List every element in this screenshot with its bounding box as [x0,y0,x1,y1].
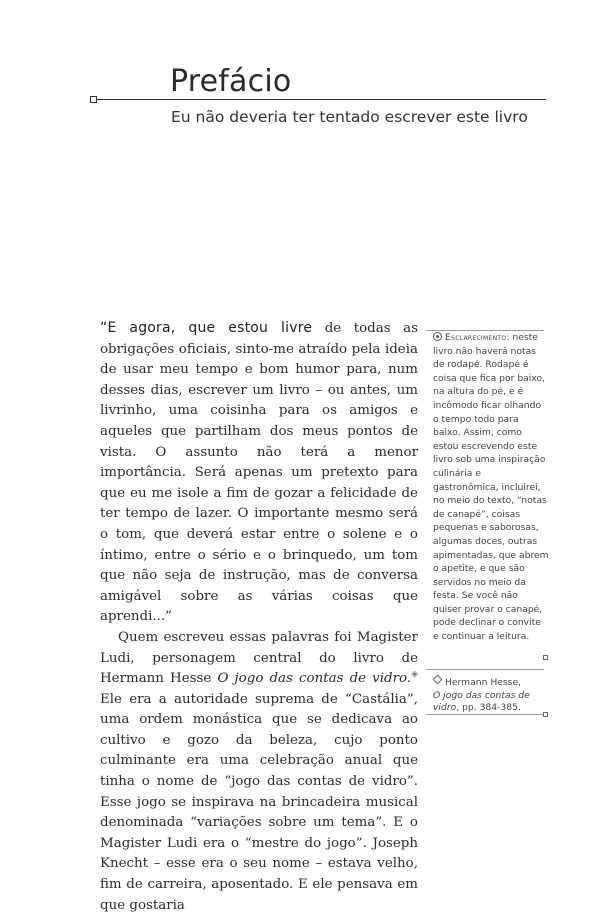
chapter-title: Prefácio [170,64,292,99]
target-icon [433,332,442,341]
sidenote-label: Esclarecimento [445,332,507,343]
book-title: O jogo das contas de vidro. [217,671,412,687]
sidenote [433,331,549,644]
reference-end-node [543,712,548,717]
paragraph-2-text-end: Ele era a autoridade suprema de “Castália”, uma ordem monástica que se dedicava ao cultivo e gozo da beleza, cujo ponto culminante era uma celebração anual que tinha o nome de “jogo das contas de vidro”. Esse jogo se inspirava na brincadeira musical denominada “variações sobre um tema”. E o Magister Ludi era o “mestre do jogo”. Joseph Knecht – esse era o seu nome – estava velho, fim de carreira, aposentado. E ele pensava em que gostaria [100,691,418,913]
reference-author: Hermann Hesse, [445,677,522,688]
diamond-icon [433,675,443,685]
reference-work: O jogo das contas de vidro [433,689,530,713]
sidenote-text: : neste livro não haverá notas de rodapé. Rodapé é coisa que fica por baixo, na altura do pé, e é incômodo ficar olhando o tempo todo para baixo. Assim, como estou escrevendo este livro sob uma inspiração culinária e gastronômica, incluirei, no meio do texto, “notas de canapé”, coisas pequenas e saborosas, algumas doces, outras apimentadas, que abrem o apetite, e que são servidos no meio da festa. Se você não quiser provar o canapé, pode declinar o convite e continuar a leitura. [433,332,549,643]
title-rule-node [90,96,97,103]
chapter-subtitle: Eu não deveria ter tentado escrever este livro [171,108,528,126]
reference-top-rule [426,669,544,670]
paragraph-1 [100,318,418,628]
reference-note [433,676,549,715]
sidenote-end-node [543,655,548,660]
reference-bottom-rule [426,714,544,715]
paragraph-1-text: de todas as obrigações oficiais, sinto-me atraído pela ideia de usar meu tempo e bom humor para, num desses dias, escrever um livro – ou antes, um livrinho, uma coisinha para os amigos e aqueles que partilham dos meus pontos de vista. O assunto não terá a menor importância. Será apenas um pretexto para que eu me isole a fim de gozar a felicidade de ter tempo de lazer. O importante mesmo será o tom, que deverá estar entre o solene e o íntimo, entre o sério e o brinquedo, um tom que não seja de instrução, mas de conversa amigável sobre as várias coisas que aprendi...” [100,321,418,625]
lead-in: “E agora, que estou livre [100,320,313,336]
canape-note-mark: ◈ [411,669,419,680]
title-rule [94,99,546,100]
paragraph-2-text-start: Quem escreveu essas palavras foi Magister Ludi, personagem central do livro de Hermann Hesse [100,629,418,687]
paragraph-2 [100,628,418,916]
reference-pages: , pp. 384-385. [456,702,521,713]
body-text [100,318,418,916]
